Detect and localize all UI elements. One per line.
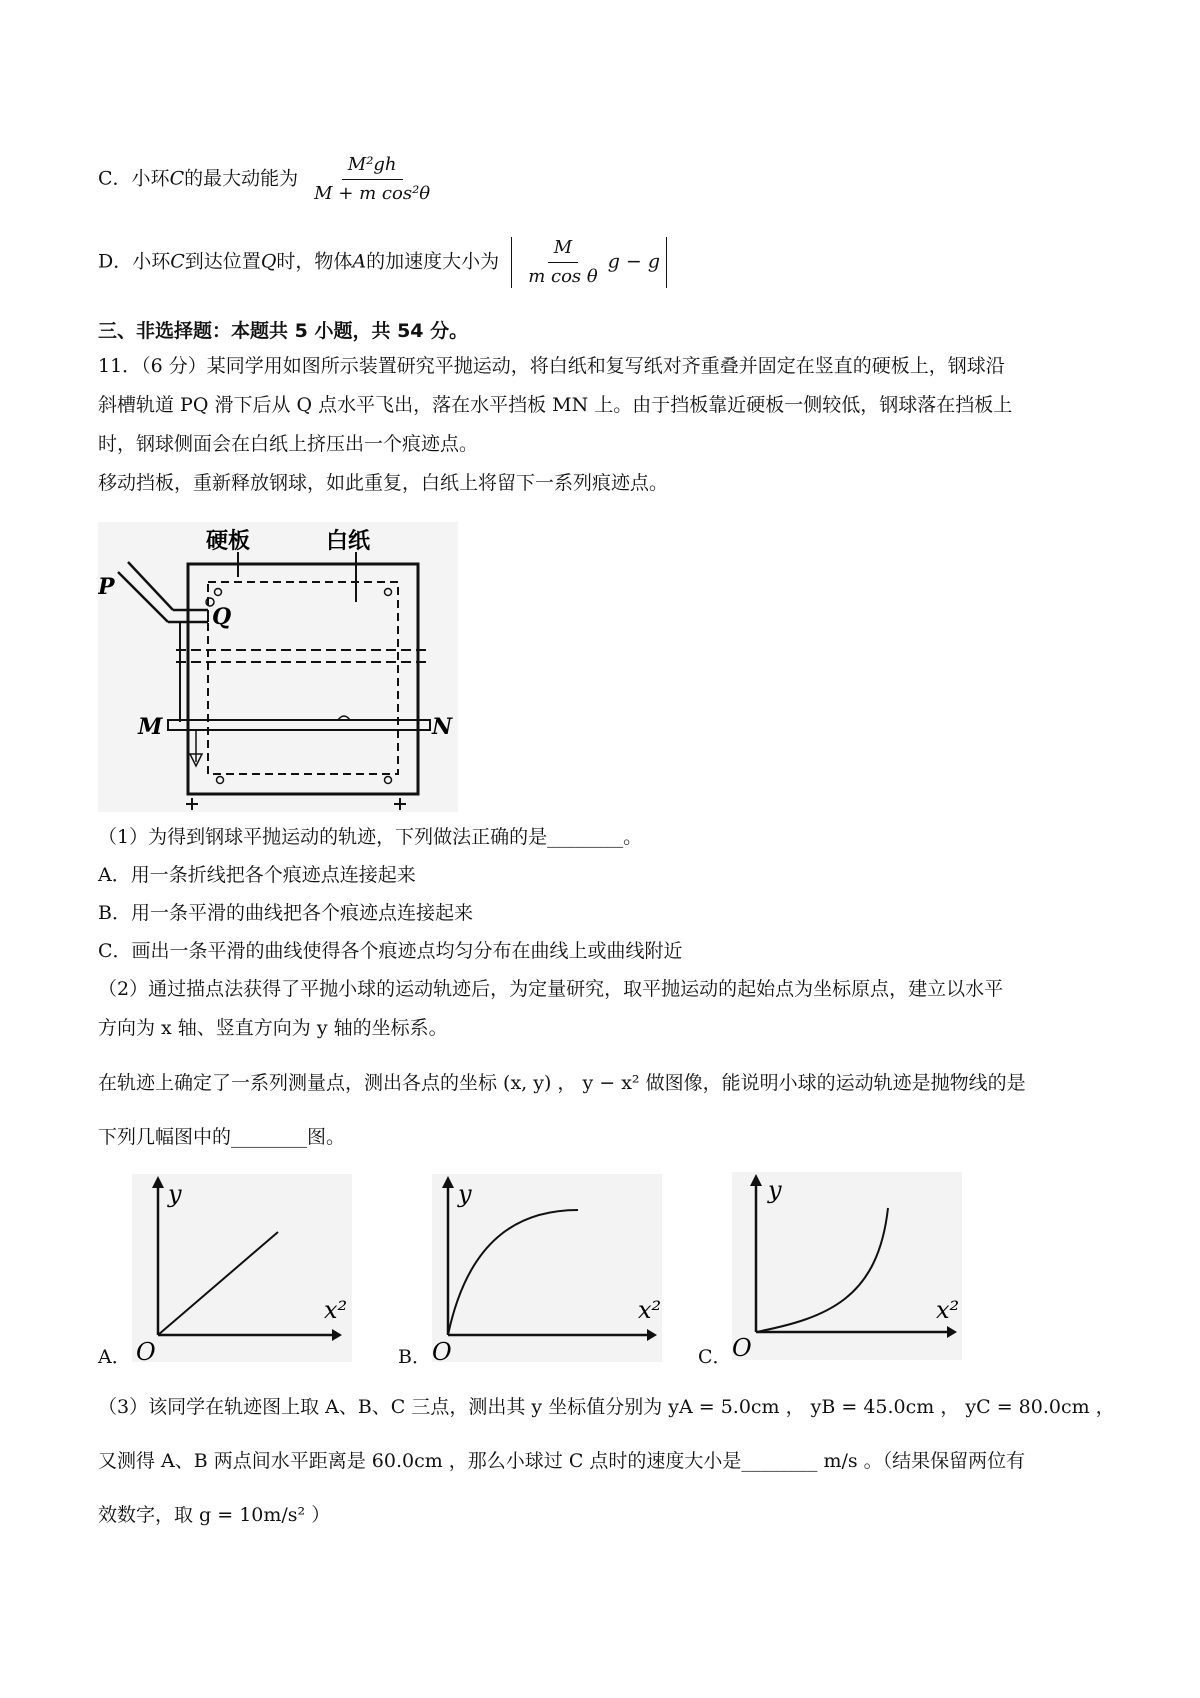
graph-b-y-label: y bbox=[458, 1180, 472, 1208]
option-c-text2: 的最大动能为 bbox=[184, 167, 299, 190]
option-c-label: C． bbox=[98, 167, 132, 190]
graph-c-origin: O bbox=[732, 1334, 752, 1362]
option-c-var: C bbox=[169, 167, 185, 190]
graph-a-y-label: y bbox=[168, 1180, 182, 1208]
label-m: M bbox=[138, 714, 163, 740]
option-d-text2: 到达位置 bbox=[184, 250, 261, 273]
option-d-label: D． bbox=[98, 250, 133, 273]
p2-line2: 方向为 x 轴、竖直方向为 y 轴的坐标系。 bbox=[98, 1017, 448, 1039]
graph-a bbox=[98, 1170, 358, 1370]
option-d-text3: 时，物体 bbox=[276, 250, 353, 273]
option-c-numerator: M²gh bbox=[342, 154, 403, 180]
p2-line4: 下列几幅图中的________图。 bbox=[98, 1126, 346, 1148]
q11-line4: 移动挡板，重新释放钢球，如此重复，白纸上将留下一系列痕迹点。 bbox=[98, 472, 669, 494]
p3-line2: 又测得 A、B 两点间水平距离是 60.0cm ，那么小球过 C 点时的速度大小是________ m/s 。（结果保留两位有 bbox=[98, 1450, 1026, 1472]
option-d-var2: Q bbox=[260, 250, 277, 273]
option-d-var3: A bbox=[352, 250, 367, 273]
label-q: Q bbox=[212, 604, 232, 630]
p1-stem: （1）为得到钢球平抛运动的轨迹，下列做法正确的是________。 bbox=[98, 826, 643, 848]
p1-option-c: C．画出一条平滑的曲线使得各个痕迹点均匀分布在曲线上或曲线附近 bbox=[98, 940, 683, 962]
q11-line1: 11．（6 分）某同学用如图所示装置研究平抛运动，将白纸和复写纸对齐重叠并固定在竖直的硬板上，钢球沿 bbox=[98, 355, 1005, 377]
option-d-denominator: m cos θ bbox=[528, 266, 598, 287]
graph-c-option: C． bbox=[698, 1346, 732, 1368]
q11-line3: 时，钢球侧面会在白纸上挤压出一个痕迹点。 bbox=[98, 433, 479, 455]
option-d-fraction bbox=[522, 237, 604, 288]
option-d-text: 小环 bbox=[132, 250, 171, 273]
label-p: P bbox=[98, 574, 115, 600]
graph-c bbox=[698, 1168, 978, 1368]
graph-c-x-label: x² bbox=[936, 1296, 960, 1324]
p2-line3: 在轨迹上确定了一系列测量点，测出各点的坐标 (x, y) ， y − x² 做图像，能说明小球的运动轨迹是抛物线的是 bbox=[98, 1072, 1026, 1094]
option-d bbox=[98, 237, 667, 288]
option-d-tail: g − g bbox=[607, 250, 661, 273]
white-paper-label: 白纸 bbox=[326, 528, 371, 554]
p3-line3: 效数字，取 g = 10m/s² ） bbox=[98, 1504, 331, 1526]
graph-a-origin: O bbox=[136, 1338, 156, 1366]
p1-option-b: B．用一条平滑的曲线把各个痕迹点连接起来 bbox=[98, 902, 473, 924]
apparatus-figure bbox=[98, 522, 458, 812]
p2-line1: （2）通过描点法获得了平抛小球的运动轨迹后，为定量研究，取平抛运动的起始点为坐标原点，建立以水平 bbox=[98, 978, 1004, 1000]
option-d-text4: 的加速度大小为 bbox=[366, 250, 500, 273]
p1-option-a: A．用一条折线把各个痕迹点连接起来 bbox=[98, 864, 416, 886]
graph-b-origin: O bbox=[432, 1338, 452, 1366]
section-heading: 三、非选择题：本题共 5 小题，共 54 分。 bbox=[98, 320, 469, 342]
option-c bbox=[98, 154, 440, 205]
graph-b bbox=[398, 1170, 678, 1370]
graph-c-y-label: y bbox=[768, 1176, 782, 1204]
graph-a-option: A． bbox=[98, 1346, 131, 1368]
option-c-denominator: M + m cos²θ bbox=[314, 183, 431, 204]
label-n: N bbox=[432, 714, 453, 740]
q11-line2: 斜槽轨道 PQ 滑下后从 Q 点水平飞出，落在水平挡板 MN 上。由于挡板靠近硬板一侧较低，钢球落在挡板上 bbox=[98, 394, 1013, 416]
option-d-var: C bbox=[170, 250, 185, 273]
option-d-abs-value bbox=[511, 237, 667, 288]
graph-a-x-label: x² bbox=[324, 1296, 348, 1324]
graph-b-option: B． bbox=[398, 1346, 431, 1368]
option-c-text: 小环 bbox=[131, 167, 170, 190]
graph-b-x-label: x² bbox=[638, 1296, 662, 1324]
option-d-numerator: M bbox=[548, 237, 578, 263]
p3-line1: （3）该同学在轨迹图上取 A、B、C 三点，测出其 y 坐标值分别为 yA = 5.0cm ， yB = 45.0cm ， yC = 80.0cm ， bbox=[98, 1396, 1115, 1418]
hard-board-label: 硬板 bbox=[206, 528, 251, 554]
option-c-fraction bbox=[308, 154, 436, 205]
